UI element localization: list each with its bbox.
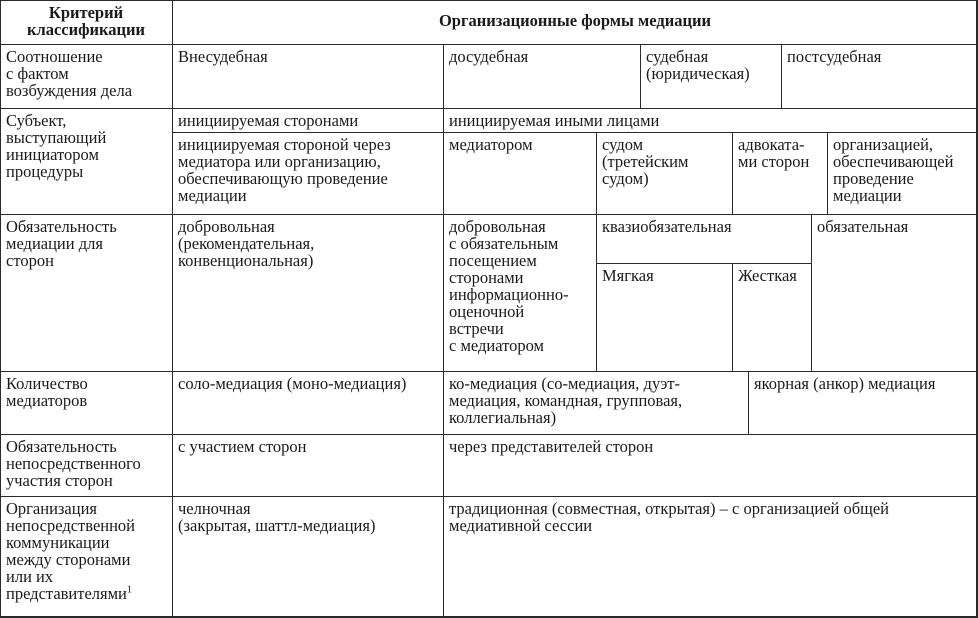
hline — [172, 132, 978, 133]
hline — [0, 108, 978, 109]
cell-judicial: судебная (юридическая) — [646, 47, 750, 83]
row-label-count: Количество медиаторов — [6, 374, 88, 410]
border-top — [0, 0, 978, 1]
hline — [0, 214, 978, 215]
vline — [827, 132, 828, 214]
vline — [732, 263, 733, 371]
cell-quasi-mandatory: квазиобязательная — [602, 217, 732, 236]
row-label-direct: Обязательность непосредственного участия сторон — [6, 437, 141, 490]
hline — [0, 434, 978, 435]
cell-voluntary-meeting: добровольная с обязательным посещением сторонами информационно- оценочной встречи с медиатором — [449, 217, 569, 355]
row-label-communication: Организация непосредственной коммуникации между сторонами или их представителями$^1$ — [6, 499, 136, 603]
cell-shuttle: челночная (закрытая, шаттл-медиация) — [178, 499, 376, 535]
cell-by-lawyers: адвоката- ми сторон — [738, 135, 810, 171]
cell-extrajudicial: Внесудебная — [178, 47, 268, 66]
cell-voluntary: добровольная (рекомендательная, конвенциональная) — [178, 217, 315, 270]
cell-by-org: организацией, обеспечивающей проведение медиации — [833, 135, 954, 205]
row-label-subject: Субъект, выступающий инициатором процедуры — [6, 111, 107, 181]
vline — [811, 214, 812, 371]
hline — [596, 263, 811, 264]
vline — [596, 132, 597, 371]
row-label-relation: Соотношение с фактом возбуждения дела — [6, 47, 133, 100]
footnote-marker: 1 — [126, 584, 132, 596]
cell-hard: Жесткая — [738, 266, 797, 285]
vline — [443, 44, 444, 618]
cell-by-court: судом (третейским судом) — [602, 135, 689, 188]
cell-by-parties: инициируемая сторонами — [178, 111, 359, 130]
cell-by-mediator: медиатором — [449, 135, 533, 154]
vline — [748, 371, 749, 434]
vline-label — [172, 0, 173, 618]
cell-co-mediation: ко-медиация (со-медиация, дуэт- медиация, командная, групповая, коллегиальная) — [449, 374, 683, 427]
vline — [640, 44, 641, 108]
cell-via-reps: через представителей сторон — [449, 437, 654, 456]
hline — [0, 371, 978, 372]
vline — [781, 44, 782, 108]
cell-anchor: якорная (анкор) медиация — [754, 374, 936, 393]
row-label-obligation: Обязательность медиации для сторон — [6, 217, 117, 270]
cell-posttrial: постсудебная — [787, 47, 882, 66]
cell-mandatory: обязательная — [817, 217, 909, 236]
vline — [732, 132, 733, 214]
hline — [0, 44, 978, 45]
cell-with-parties: с участием сторон — [178, 437, 307, 456]
cell-by-one-party: инициируемая стороной через медиатора или организацию, обеспечивающую проведение медиации — [178, 135, 391, 205]
cell-soft: Мягкая — [602, 266, 654, 285]
cell-by-others: инициируемая иными лицами — [449, 111, 660, 130]
cell-solo: соло-медиация (моно-медиация) — [178, 374, 407, 393]
cell-traditional: традиционная (совместная, открытая) – с организацией общей медиативной сессии — [449, 499, 889, 535]
header-criterion: Критерий классификации — [26, 3, 146, 39]
border-left — [0, 0, 1, 618]
cell-pretrial: досудебная — [449, 47, 529, 66]
header-forms: Организационные формы медиации — [438, 11, 712, 30]
hline — [0, 496, 978, 497]
